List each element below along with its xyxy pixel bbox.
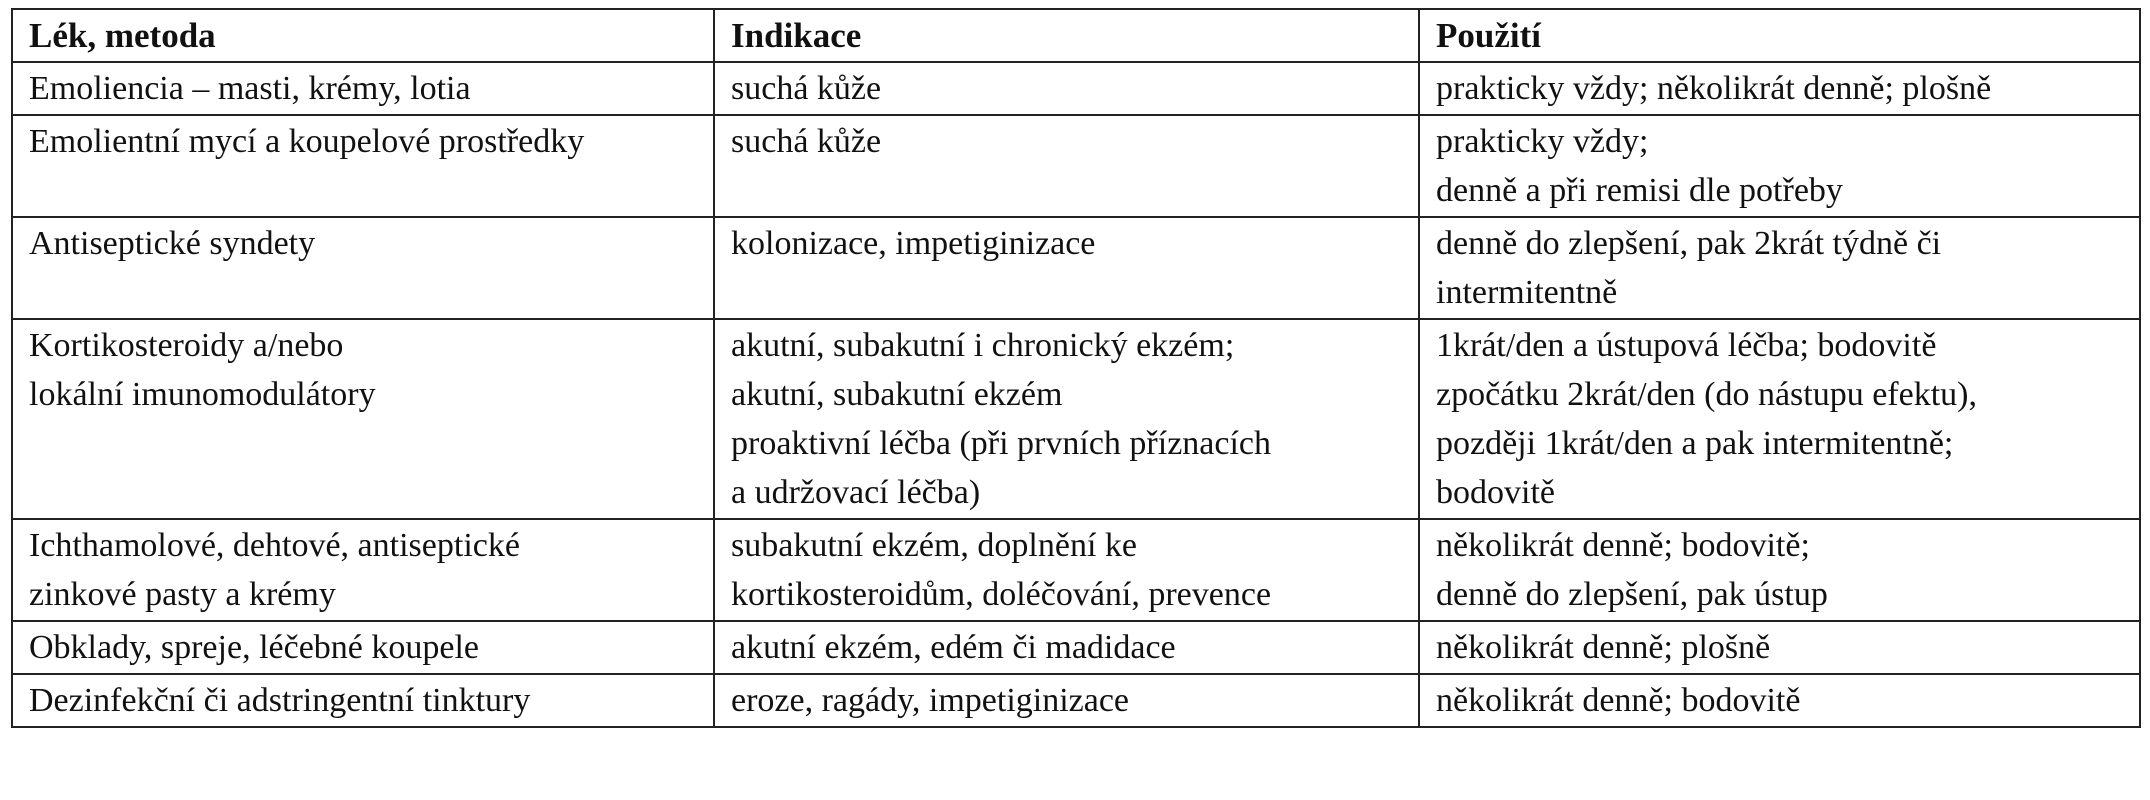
usage-cell — [1419, 62, 2140, 115]
cell-text-line: bodovitě — [1436, 474, 1555, 511]
method-cell — [12, 519, 714, 621]
usage-cell — [1419, 621, 2140, 674]
indication-cell — [714, 115, 1419, 217]
cell-text-line: akutní, subakutní i chronický ekzém; — [731, 327, 1235, 364]
table-row — [12, 115, 2140, 217]
cell-text-line: Emoliencia – masti, krémy, lotia — [29, 70, 471, 107]
indication-cell — [714, 319, 1419, 519]
cell-text-line: několikrát denně; bodovitě; — [1436, 527, 1810, 564]
cell-text-line: Kortikosteroidy a/nebo — [29, 327, 344, 364]
method-cell — [12, 319, 714, 519]
cell-text-line: proaktivní léčba (při prvních příznacích — [731, 425, 1271, 462]
usage-cell — [1419, 217, 2140, 319]
indication-cell — [714, 621, 1419, 674]
table-row — [12, 319, 2140, 519]
usage-cell — [1419, 674, 2140, 727]
table-body — [12, 62, 2140, 727]
table-row — [12, 62, 2140, 115]
cell-text-line: Antiseptické syndety — [29, 225, 316, 262]
indication-cell — [714, 217, 1419, 319]
indication-cell — [714, 674, 1419, 727]
cell-text-line: Obklady, spreje, léčebné koupele — [29, 629, 480, 666]
table-header-row — [12, 9, 2140, 62]
cell-text-line: suchá kůže — [731, 70, 882, 107]
table-row — [12, 674, 2140, 727]
cell-text-line: Emolientní mycí a koupelové prostředky — [29, 123, 585, 160]
cell-text-line: zpočátku 2krát/den (do nástupu efektu), — [1436, 376, 1977, 413]
cell-text-line: suchá kůže — [731, 123, 882, 160]
method-cell — [12, 217, 714, 319]
cell-text-line: subakutní ekzém, doplnění ke — [731, 527, 1138, 564]
cell-text-line: eroze, ragády, impetiginizace — [731, 682, 1130, 719]
cell-text-line: později 1krát/den a pak intermitentně; — [1436, 425, 1954, 462]
cell-text-line: prakticky vždy; — [1436, 123, 1649, 160]
treatment-table — [11, 8, 2141, 728]
cell-text-line: kolonizace, impetiginizace — [731, 225, 1096, 262]
cell-text-line: 1krát/den a ústupová léčba; bodovitě — [1436, 327, 1937, 364]
usage-cell — [1419, 519, 2140, 621]
method-cell — [12, 674, 714, 727]
header-usage: Použití — [1419, 9, 2140, 62]
indication-cell — [714, 62, 1419, 115]
cell-text-line: několikrát denně; plošně — [1436, 629, 1771, 666]
usage-cell — [1419, 115, 2140, 217]
cell-text-line: akutní ekzém, edém či madidace — [731, 629, 1176, 666]
cell-text-line: kortikosteroidům, doléčování, prevence — [731, 576, 1272, 613]
method-cell — [12, 115, 714, 217]
cell-text-line: denně do zlepšení, pak 2krát týdně či — [1436, 225, 1942, 262]
method-cell — [12, 621, 714, 674]
table-row — [12, 621, 2140, 674]
cell-text-line: prakticky vždy; několikrát denně; plošně — [1436, 70, 1992, 107]
cell-text-line: několikrát denně; bodovitě — [1436, 682, 1801, 719]
method-cell — [12, 62, 714, 115]
cell-text-line: denně a při remisi dle potřeby — [1436, 172, 1843, 209]
table-row — [12, 519, 2140, 621]
cell-text-line: Dezinfekční či adstringentní tinktury — [29, 682, 531, 719]
cell-text-line: lokální imunomodulátory — [29, 376, 376, 413]
cell-text-line: a udržovací léčba) — [731, 474, 981, 511]
cell-text-line: akutní, subakutní ekzém — [731, 376, 1063, 413]
table-row — [12, 217, 2140, 319]
usage-cell — [1419, 319, 2140, 519]
cell-text-line: intermitentně — [1436, 274, 1618, 311]
cell-text-line: denně do zlepšení, pak ústup — [1436, 576, 1828, 613]
cell-text-line: Ichthamolové, dehtové, antiseptické — [29, 527, 520, 564]
indication-cell — [714, 519, 1419, 621]
cell-text-line: zinkové pasty a krémy — [29, 576, 336, 613]
header-indication: Indikace — [714, 9, 1419, 62]
header-method: Lék, metoda — [12, 9, 714, 62]
